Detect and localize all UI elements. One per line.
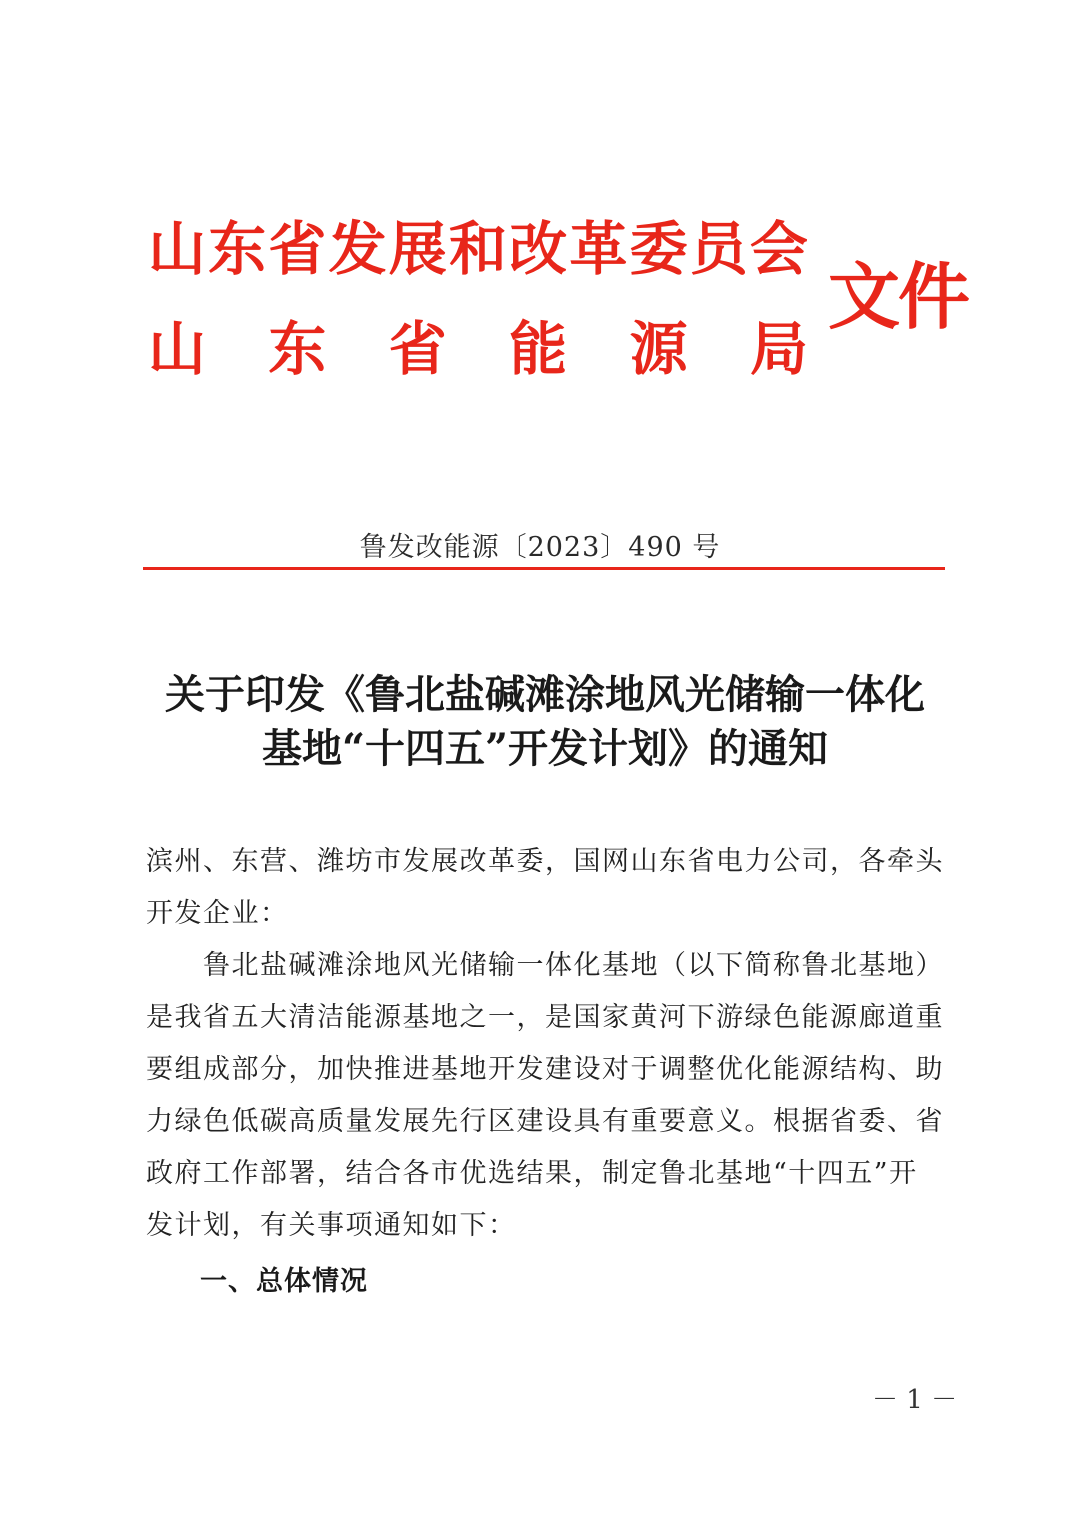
paragraph-line: 政府工作部署，结合各市优选结果，制定鲁北基地“十四五”开: [146, 1158, 918, 1189]
issuer-line-1: [148, 214, 808, 284]
document-number: 鲁发改能源〔2023〕490 号: [359, 532, 721, 563]
issuer-char: 局: [749, 315, 808, 383]
issuer-char: 革: [569, 215, 628, 283]
title-line-2: 基地“十四五”开发计划》的通知: [261, 725, 828, 772]
section-heading: 一、总体情况: [200, 1266, 368, 1297]
issuer-char: 改: [509, 215, 568, 283]
paragraph-line: 鲁北盐碱滩涂地风光储输一体化基地（以下简称鲁北基地）: [146, 950, 944, 981]
issuer-char: 东: [208, 215, 267, 283]
issuer-char: 能: [509, 315, 568, 383]
issuer-char: 东: [268, 315, 327, 383]
addressee-line-2: 开发企业：: [146, 898, 289, 929]
issuer-char: 省: [388, 315, 447, 383]
issuer-char: 和: [448, 215, 507, 283]
paragraph-line: 要组成部分，加快推进基地开发建设对于调整优化能源结构、助: [146, 1054, 944, 1085]
issuer-char: 省: [268, 215, 327, 283]
issuer-char: 山: [148, 215, 207, 283]
issuer-char: 源: [629, 315, 688, 383]
issuer-line-2: [148, 314, 808, 384]
issuer-char: 会: [749, 215, 808, 283]
title-line-1: 关于印发《鲁北盐碱滩涂地风光储输一体化: [165, 671, 925, 718]
issuer-char: 委: [629, 215, 688, 283]
paragraph-line: 是我省五大清洁能源基地之一，是国家黄河下游绿色能源廊道重: [146, 1002, 944, 1033]
body-paragraph: [146, 940, 946, 1252]
issuer-char: 山: [148, 315, 207, 383]
issuer-char: 展: [388, 215, 447, 283]
paragraph-line: 力绿色低碳高质量发展先行区建设具有重要意义。根据省委、省: [146, 1106, 944, 1137]
document-title: [120, 668, 970, 776]
letterhead-document-suffix: 文件: [828, 254, 969, 339]
issuer-char: 发: [328, 215, 387, 283]
issuer-char: 员: [689, 215, 748, 283]
page-number: － 1 －: [872, 1385, 958, 1415]
paragraph-line: 发计划，有关事项通知如下：: [146, 1210, 517, 1241]
red-divider-line: [143, 567, 945, 570]
addressee: [146, 836, 946, 940]
addressee-line-1: 滨州、东营、潍坊市发展改革委，国网山东省电力公司，各牵头: [146, 846, 944, 877]
